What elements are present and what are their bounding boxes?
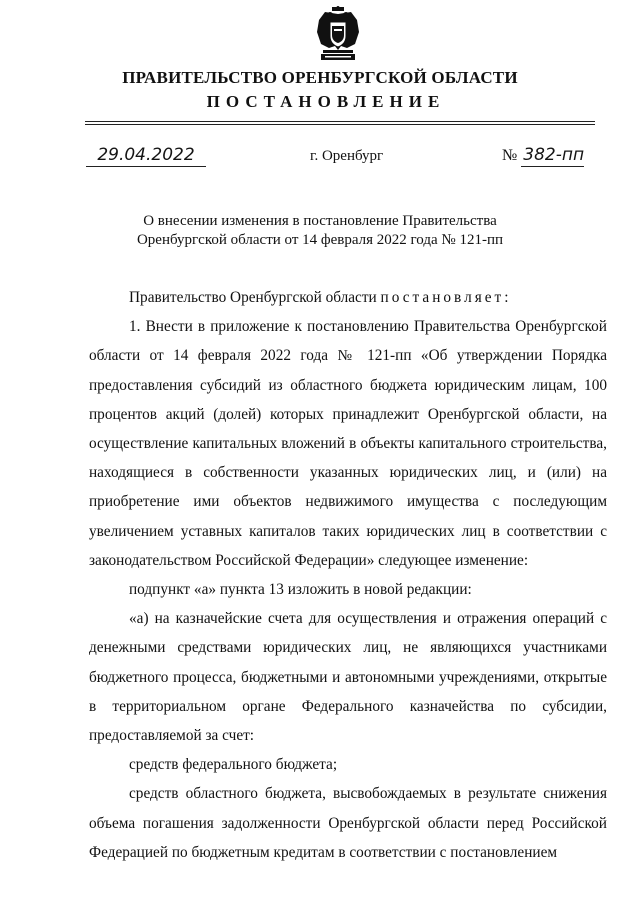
subject-line: О внесении изменения в постановление Правительства [143, 213, 497, 229]
body-paragraph: средств федерального бюджета; [129, 756, 338, 774]
header-rule-top [85, 121, 595, 122]
header-rule-bottom [85, 124, 595, 125]
document-city: г. Оренбург [310, 148, 384, 164]
body-paragraph: средств областного бюджета, высвобождаемых в результате снижения объема погашения задолженности Оренбургской области перед Российской Федерацией по бюджетным кредитам в соответствии с постановлением [89, 785, 607, 861]
document-number-block [502, 145, 584, 167]
subject-line: Оренбургской области от 14 февраля 2022 года № 121-пп [136, 232, 504, 248]
document-body [89, 283, 607, 867]
coat-of-arms-icon [315, 6, 361, 62]
body-paragraph: «а) на казначейские счета для осуществления и отражения операций с денежными средствами юридических лиц, не являющихся участниками бюджетного процесса, бюджетными и автономными учреждениями, открытые в территориальном органе Федерального казначейства по субсидии, предоставляемой за счет: [89, 610, 607, 745]
preamble-end: : [504, 289, 509, 306]
number-sign: № [502, 147, 518, 164]
document-number: 382-пп [523, 145, 585, 165]
document-date: 29.04.2022 [86, 145, 206, 167]
document-subject [0, 212, 640, 250]
preamble-paragraph [89, 283, 607, 312]
document-type-title: ПОСТАНОВЛЕНИЕ [206, 92, 446, 111]
preamble-lead: Правительство Оренбургской области [129, 289, 381, 306]
government-title: ПРАВИТЕЛЬСТВО ОРЕНБУРГСКОЙ ОБЛАСТИ [122, 68, 518, 87]
body-paragraph: 1. Внести в приложение к постановлению Правительства Оренбургской области от 14 февраля 2022 года № 121-пп «Об утверждении Порядка предоставления субсидий из областного бюджета юридическим лицам, 100 процентов акций (долей) которых принадлежит Оренбургской области, на осуществление капитальных вложений в объекты капитального строительства, находящиеся в собственности указанных юридических лиц, и (или) на приобретение ими объектов недвижимого имущества с последующим увеличением уставных капиталов таких юридических лиц в соответствии с законодательством Российской Федерации» следующее изменение: [89, 318, 607, 569]
preamble-verb: постановляет [380, 289, 505, 306]
body-paragraph: подпункт «а» пункта 13 изложить в новой редакции: [129, 581, 472, 599]
